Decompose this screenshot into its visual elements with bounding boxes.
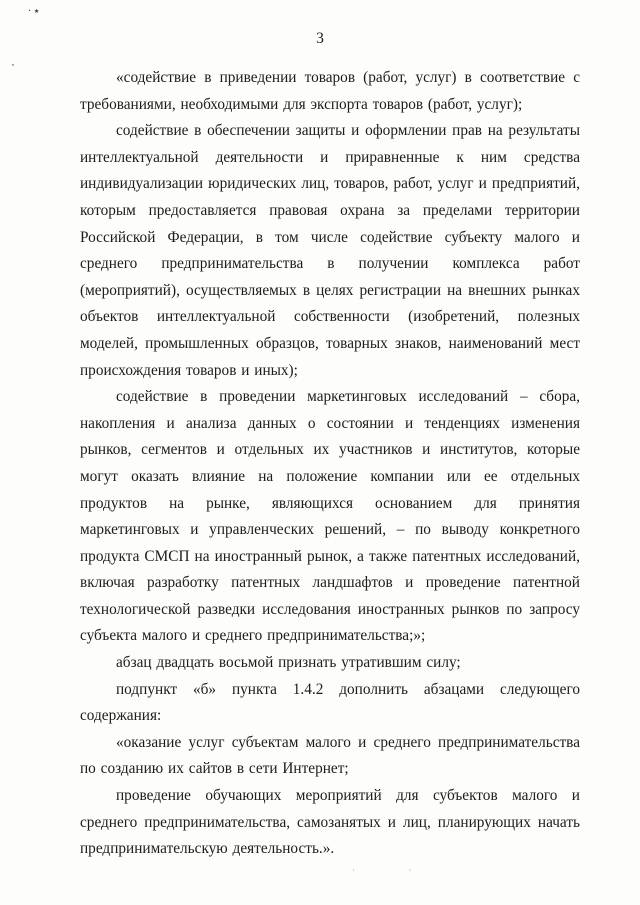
scan-artifact-left-margin: ٠	[10, 59, 16, 71]
paragraph-website-services: «оказание услуг субъектам малого и среднего предпринимательства по созданию их сайтов в сети Интернет;	[80, 733, 580, 778]
scan-artifact-top-left: · ٭	[28, 6, 40, 17]
paragraph-subpoint-b-amendment: подпункт «б» пункта 1.4.2 дополнить абзацами следующего содержания:	[80, 680, 580, 725]
paragraph-marketing-research: содействие в проведении маркетинговых исследований – сбора, накопления и анализа данных о состоянии и тенденциях изменения рынков, сегментов и отдельных их участников и институтов, которые могут оказать влияние на положение компании или ее отдельных продуктов на рынке, являющихся основанием для принятия маркетинговых и управленческих решений, – по выводу конкретного продукта СМСП на иностранный рынок, а также патентных исследований, включая разработку патентных ландшафтов и проведение патентной технологической разведки исследования иностранных рынков по запросу субъекта малого и среднего предпринимательства;»;	[80, 388, 580, 645]
paragraph-ip-protection: содействие в обеспечении защиты и оформлении прав на результаты интеллектуальной деятельности и приравненные к ним средства индивидуализации юридических лиц, товаров, работ, услуг и предприятий, которым предоставляется правовая охрана за пределами территории Российской Федерации, в том числе содействие субъекту малого и среднего предпринимательства в получении комплекса работ (мероприятий), осуществляемых в целях регистрации на внешних рынках объектов интеллектуальной собственности (изобретений, полезных моделей, промышленных образцов, товарных знаков, наименований мест происхождения товаров и иных);	[80, 122, 580, 379]
paragraph-clause-repealed: абзац двадцать восьмой признать утратившим силу;	[116, 654, 461, 672]
page-number: 3	[316, 30, 324, 47]
paragraph-training-events: проведение обучающих мероприятий для субъектов малого и среднего предпринимательства, самозанятых и лиц, планирующих начать предпринимательскую деятельность.».	[80, 787, 580, 858]
scan-artifact-bottom: · ·	[352, 866, 438, 875]
paragraph-export-compliance: «содействие в приведении товаров (работ, услуг) в соответствие с требованиями, необходимыми для экспорта товаров (работ, услуг);	[80, 69, 580, 113]
document-body	[80, 65, 580, 863]
